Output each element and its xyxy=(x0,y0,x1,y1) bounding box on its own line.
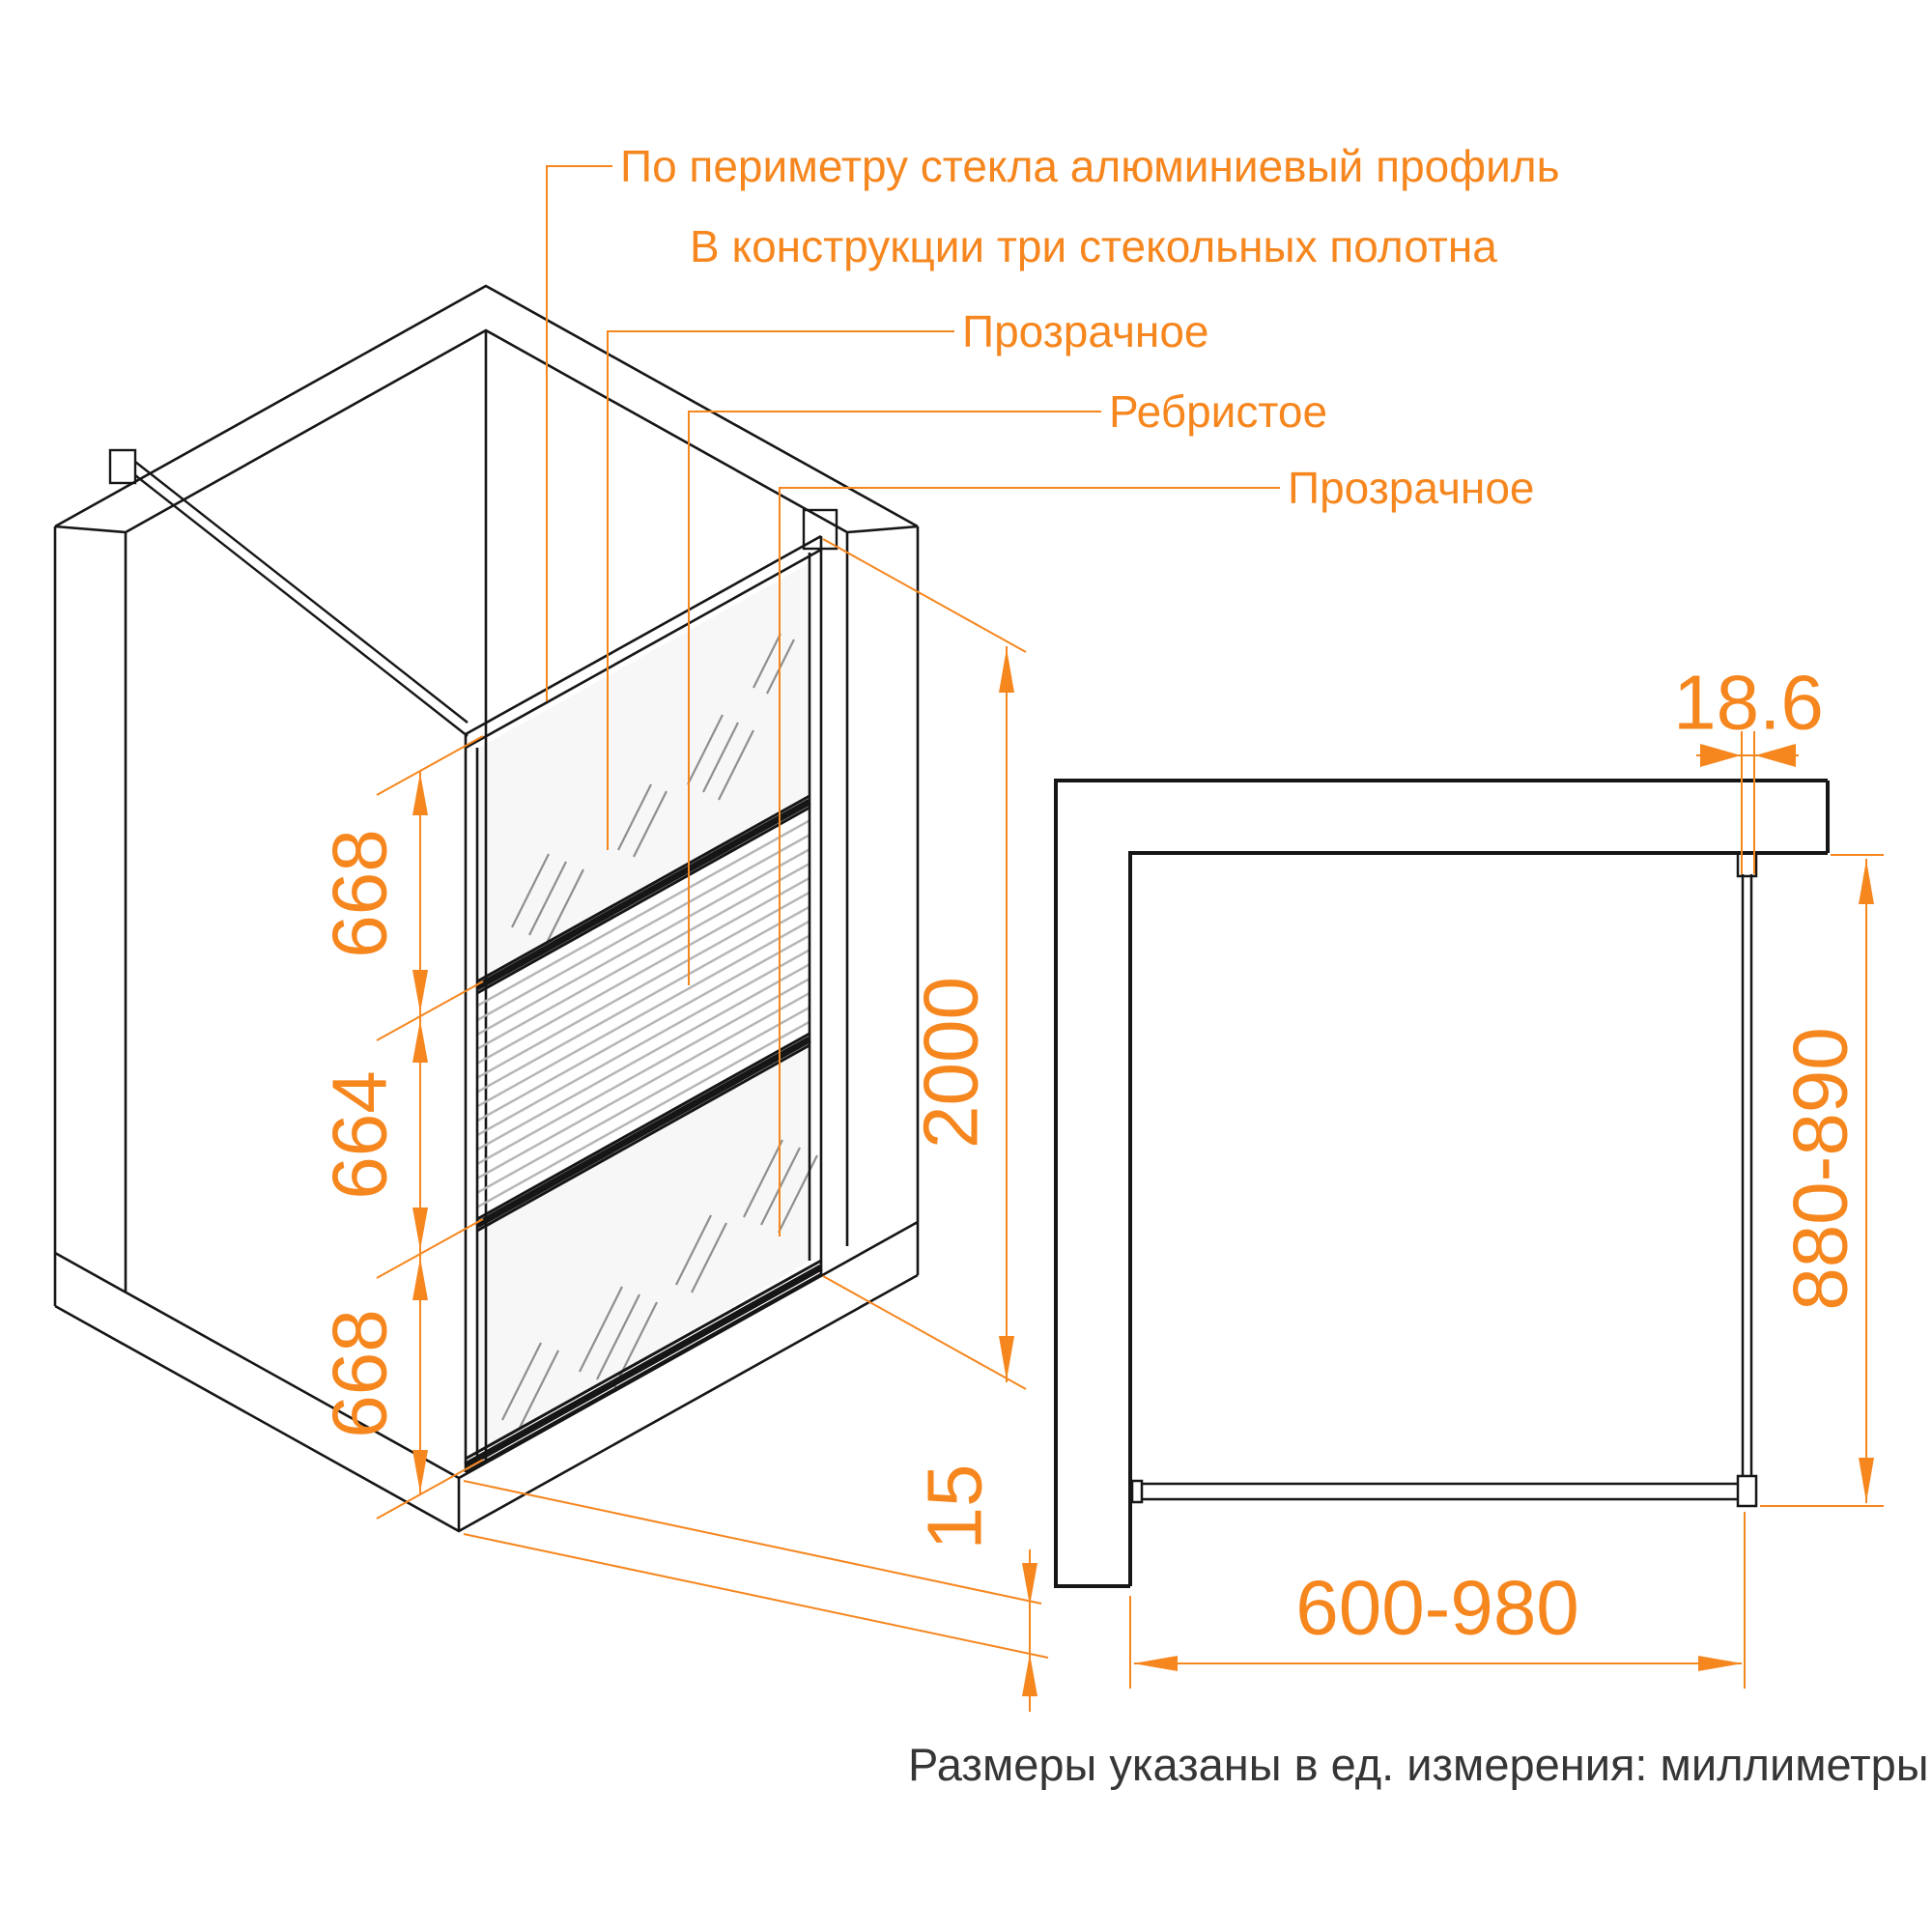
label-panel-middle: Ребристое xyxy=(1109,386,1328,437)
iso-support-bar xyxy=(135,462,468,736)
dim-middle-section: 664 xyxy=(316,1070,403,1200)
plan-support-bar xyxy=(1141,1484,1738,1499)
plan-glass xyxy=(1743,874,1751,1476)
label-panel-top: Прозрачное xyxy=(962,306,1209,356)
iso-height-dim-extensions xyxy=(823,539,1026,1389)
footer-note: Размеры указаны в ед. измерения: миллиметры xyxy=(908,1739,1929,1790)
iso-height-dimension xyxy=(823,539,1026,1389)
plan-view xyxy=(1056,660,1884,1690)
plan-width-dimension xyxy=(1130,1512,1745,1689)
plan-bar-wall-anchor xyxy=(1132,1481,1142,1502)
label-perimeter-profile: По периметру стекла алюминиевый профиль xyxy=(620,141,1560,191)
plan-thickness-dimension xyxy=(1673,660,1824,875)
leader-perimeter-profile xyxy=(547,166,612,701)
dim-width: 600-980 xyxy=(1295,1564,1579,1651)
iso-section-dimension xyxy=(317,736,484,1519)
dim-tray-height: 15 xyxy=(911,1463,998,1550)
dim-depth: 880-890 xyxy=(1776,1027,1863,1311)
dim-top-section: 668 xyxy=(316,829,403,958)
leader-panel-bottom xyxy=(780,488,1280,1236)
iso-bar-wall-anchor xyxy=(110,450,135,483)
iso-view xyxy=(55,286,1048,1712)
dim-height: 2000 xyxy=(907,977,994,1149)
iso-tray-dimension xyxy=(464,1464,1048,1712)
plan-depth-dimension xyxy=(1760,855,1884,1506)
dim-bottom-section: 668 xyxy=(316,1309,403,1438)
dim-profile-thickness: 18.6 xyxy=(1673,659,1824,746)
label-panel-bottom: Прозрачное xyxy=(1288,463,1535,513)
label-construction: В конструкции три стекольных полотна xyxy=(690,221,1497,271)
plan-walls xyxy=(1056,781,1828,1586)
plan-glass-end-connector xyxy=(1738,1476,1756,1506)
